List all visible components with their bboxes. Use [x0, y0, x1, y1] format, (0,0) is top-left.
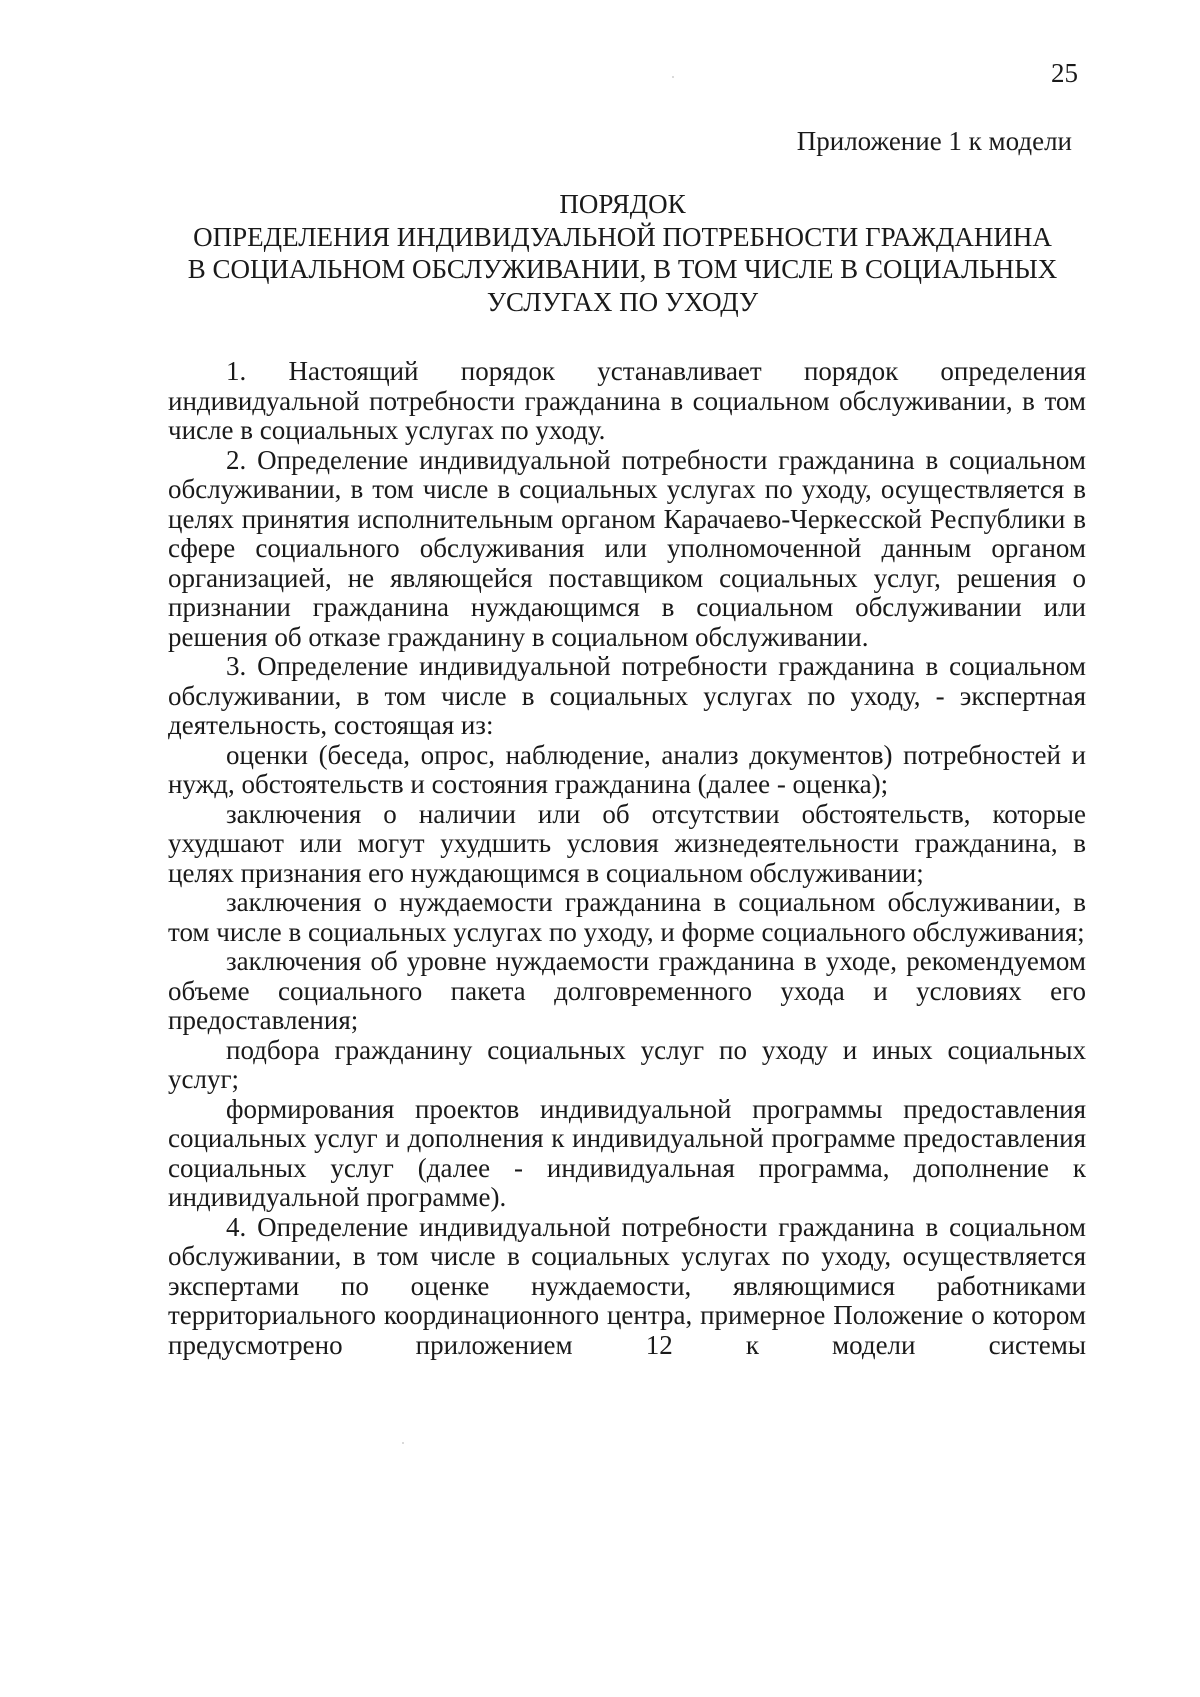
list-item-service-selection	[168, 1036, 1086, 1095]
annex-label: Приложение 1 к модели	[796, 126, 1072, 156]
list-item-need-form	[168, 888, 1086, 947]
scan-artifact	[672, 76, 674, 78]
list-item-program-drafts	[168, 1095, 1086, 1213]
paragraph-1	[168, 357, 1086, 446]
paragraph-2	[168, 446, 1086, 653]
document-title	[160, 188, 1085, 318]
paragraph-text: подбора гражданину социальных услуг по уходу и иных социальных услуг;	[168, 1034, 1086, 1094]
paragraph-text: Определение индивидуальной потребности гражданина в социальном обслуживании, в том числе в социальных услугах по уходу, осуществляется экспертами по оценке нуждаемости, являющимися работниками территориального координационного центра, примерное Положение о котором предусмотрено приложением 12 к модели системы	[168, 1211, 1086, 1360]
list-item-circumstances	[168, 800, 1086, 889]
paragraph-number: 2.	[226, 444, 247, 475]
paragraph-text: заключения о наличии или об отсутствии обстоятельств, которые ухудшают или могут ухудшить условия жизнедеятельности гражданина, в целях признания его нуждающимся в социальном обслуживании;	[168, 798, 1086, 888]
paragraph-text: заключения о нуждаемости гражданина в социальном обслуживании, в том числе в социальных услугах по уходу, и форме социального обслуживания;	[168, 887, 1086, 947]
paragraph-3	[168, 652, 1086, 741]
title-line: ПОРЯДОК	[559, 189, 686, 219]
paragraph-number: 1.	[226, 356, 247, 386]
paragraph-4	[168, 1213, 1086, 1361]
paragraph-number: 3.	[226, 651, 247, 681]
paragraph-text: формирования проектов индивидуальной программы предоставления социальных услуг и дополнения к индивидуальной программе предоставления социальных услуг (далее - индивидуальная программа, дополнение к индивидуальной программе).	[168, 1093, 1086, 1212]
title-line: В СОЦИАЛЬНОМ ОБСЛУЖИВАНИИ, В ТОМ ЧИСЛЕ В СОЦИАЛЬНЫХ	[187, 254, 1058, 284]
page-number: 25	[1051, 58, 1078, 88]
paragraph-number: 4.	[226, 1211, 247, 1242]
title-line: УСЛУГАХ ПО УХОДУ	[486, 286, 759, 317]
list-item-care-level	[168, 947, 1086, 1036]
paragraph-text: заключения об уровне нуждаемости гражданина в уходе, рекомендуемом объеме социального пакета долговременного ухода и условиях его предоставления;	[168, 946, 1086, 1035]
paragraph-text: Настоящий порядок устанавливает порядок определения индивидуальной потребности гражданина в социальном обслуживании, в том числе в социальных услугах по уходу.	[168, 356, 1087, 445]
scan-artifact	[402, 1442, 404, 1444]
paragraph-text: Определение индивидуальной потребности гражданина в социальном обслуживании, в том числе в социальных услугах по уходу, - экспертная деятельность, состоящая из:	[168, 651, 1086, 740]
document-body	[168, 357, 1086, 1360]
list-item-assessment	[168, 741, 1086, 800]
paragraph-text: оценки (беседа, опрос, наблюдение, анализ документов) потребностей и нужд, обстоятельств и состояния гражданина (далее - оценка);	[168, 739, 1086, 799]
paragraph-text: Определение индивидуальной потребности гражданина в социальном обслуживании, в том числе в социальных услугах по уходу, осуществляется в целях принятия исполнительным органом Карачаево-Черкесской Республики в сфере социального обслуживания или уполномоченной данным органом организацией, не являющейся поставщиком социальных услуг, решения о признании гражданина нуждающимся в социальном обслуживании или решения об отказе гражданину в социальном обслуживании.	[168, 444, 1086, 652]
title-line: ОПРЕДЕЛЕНИЯ ИНДИВИДУАЛЬНОЙ ПОТРЕБНОСТИ ГРАЖДАНИНА	[193, 221, 1052, 252]
